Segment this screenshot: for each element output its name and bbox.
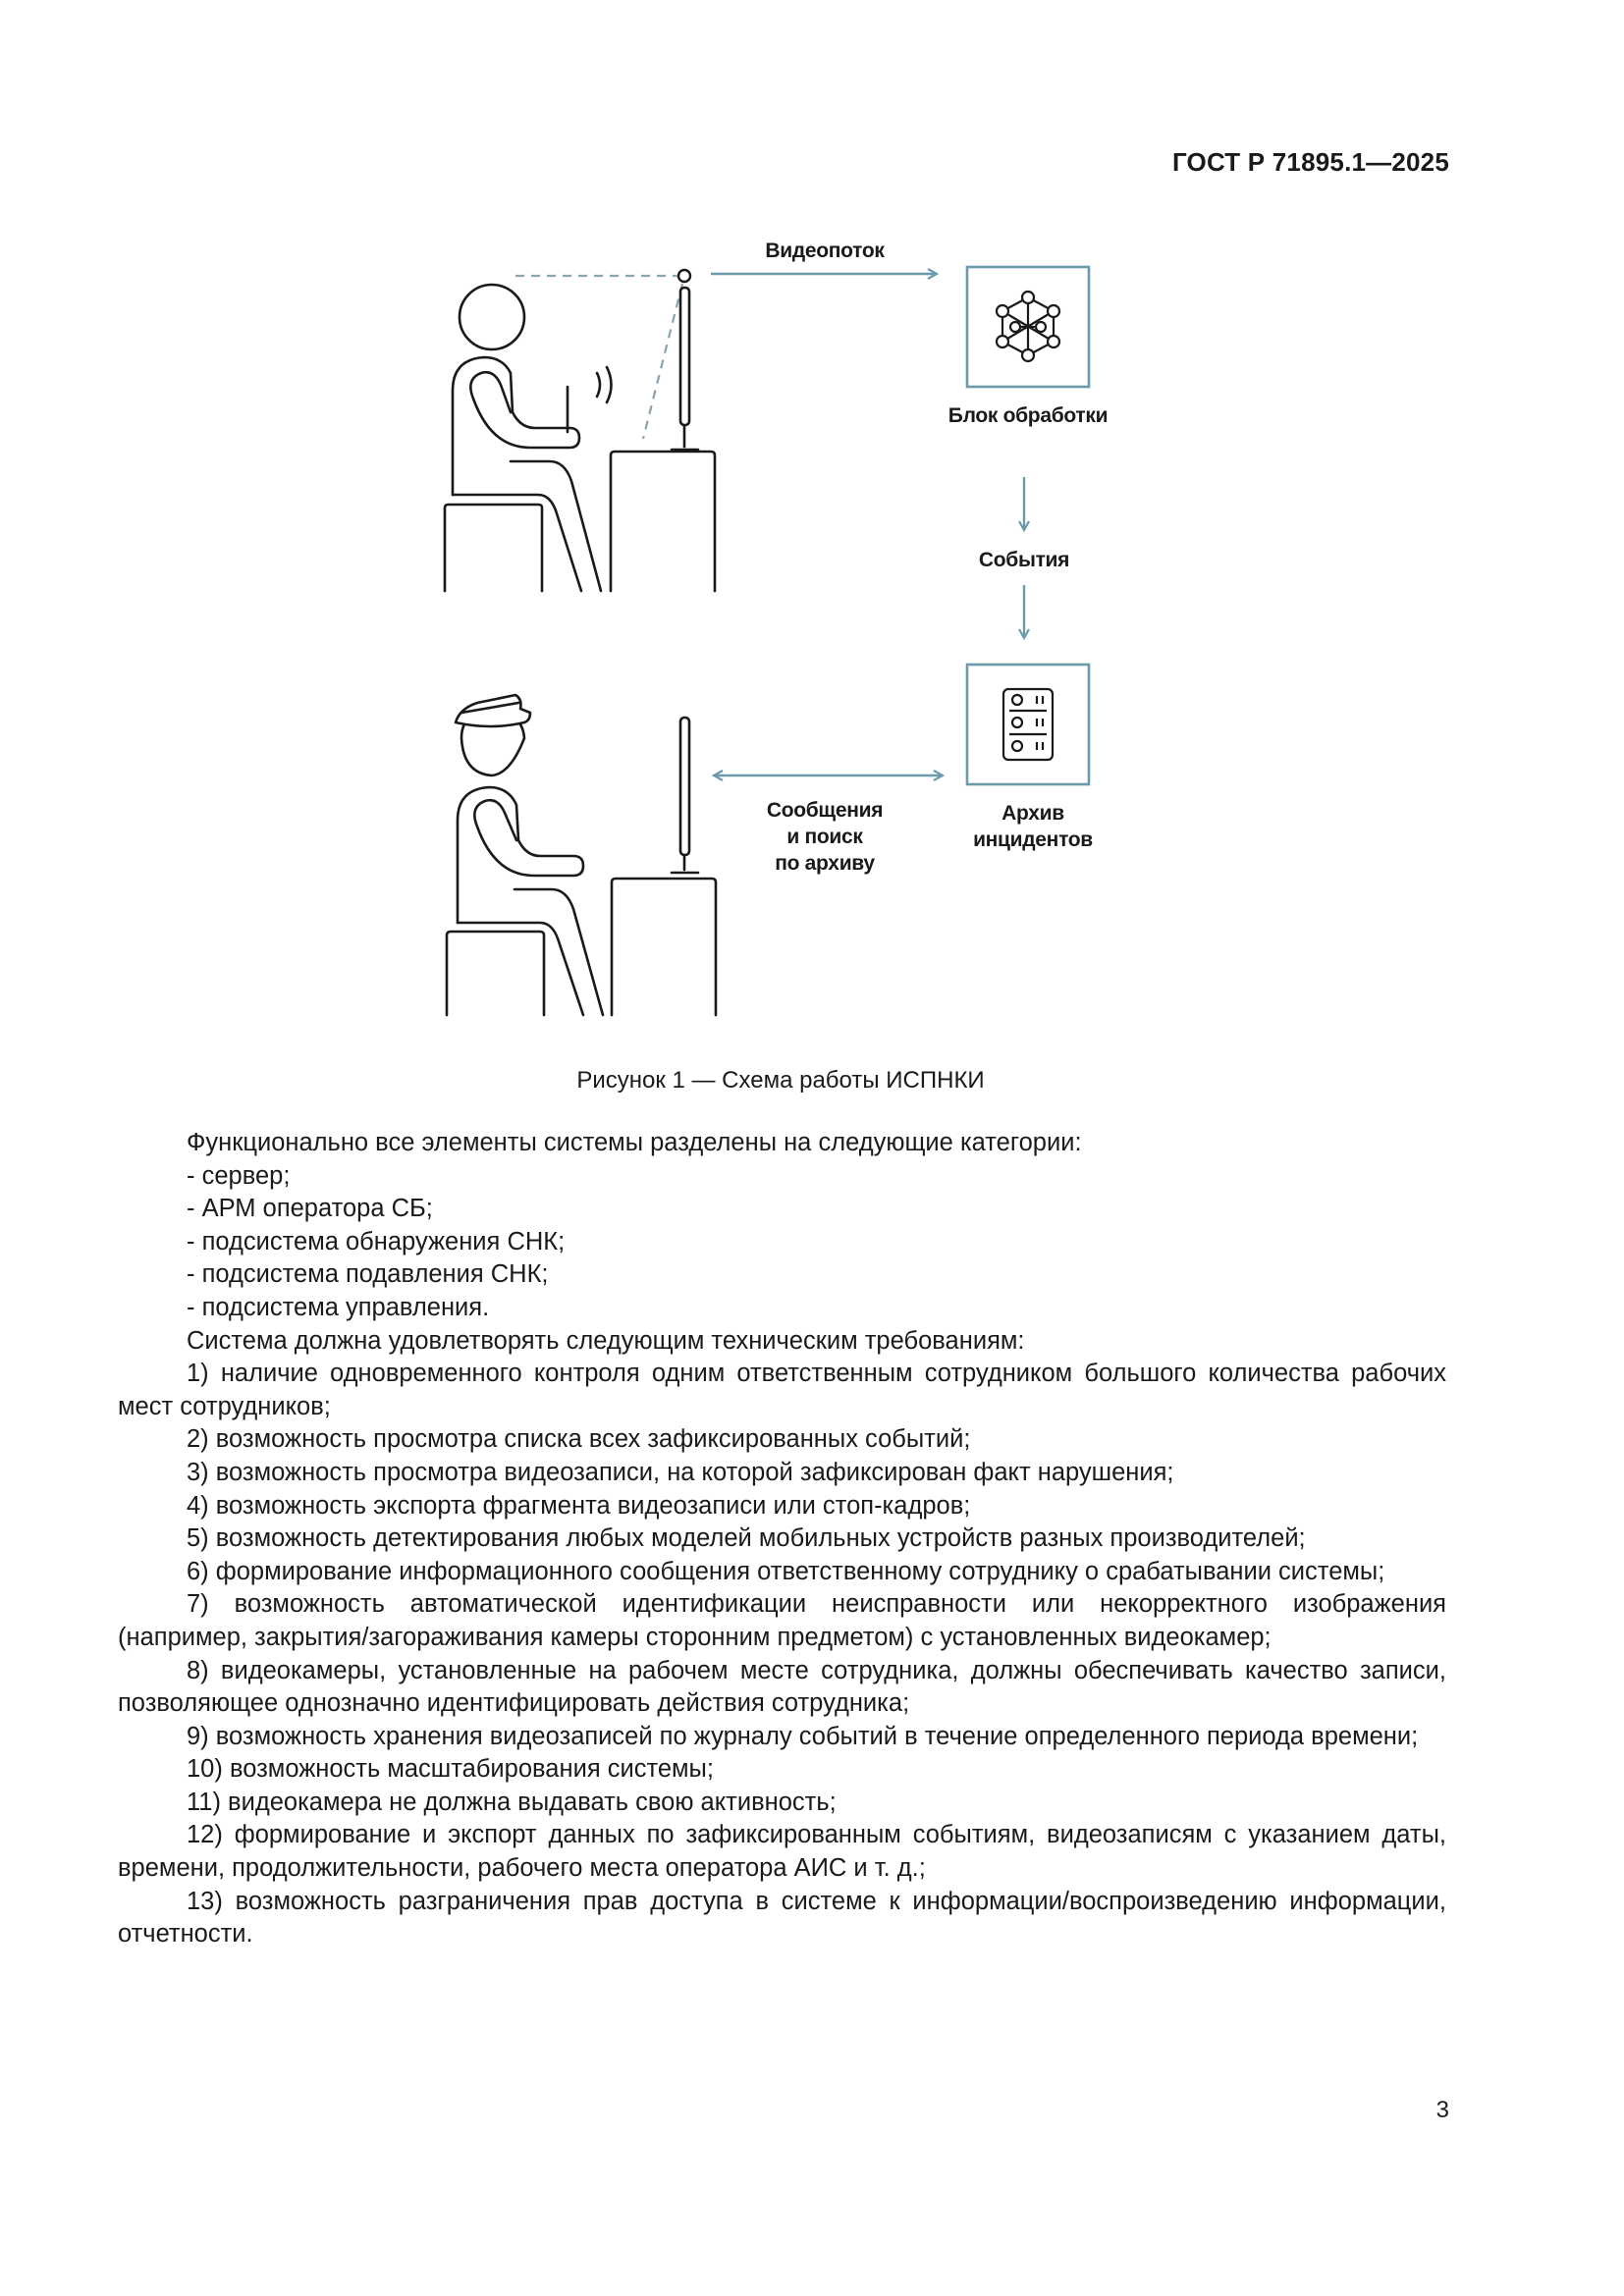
signal-icon xyxy=(597,373,600,397)
messages-label xyxy=(741,797,908,877)
figure-diagram xyxy=(0,0,1624,1041)
category-item: - АРМ оператора СБ; xyxy=(187,1195,433,1223)
monitor-top xyxy=(611,288,715,591)
messages-label-line3: по архиву xyxy=(775,852,875,875)
requirement-item: 5) возможность детектирования любых моделей мобильных устройств разных производителей; xyxy=(187,1524,1306,1553)
employee-figure xyxy=(445,285,612,591)
requirement-item: 7) возможность автоматической идентификации неисправности или некорректного изображения (например, закрытия/загораживания камеры сторонним предметом) с установленных видеокамер; xyxy=(118,1590,1446,1651)
processing-block-label: Блок обработки xyxy=(947,404,1109,427)
neural-network-icon xyxy=(997,292,1059,361)
requirement-item: 11) видеокамера не должна выдавать свою активность; xyxy=(187,1788,837,1816)
category-item: - подсистема управления. xyxy=(187,1293,490,1321)
body-text xyxy=(118,1127,1446,1951)
document-code: ГОСТ Р 71895.1—2025 xyxy=(1171,147,1449,177)
category-item: - подсистема обнаружения СНК; xyxy=(187,1227,566,1255)
desk-bottom xyxy=(612,879,716,1015)
monitor-bottom xyxy=(612,718,716,1015)
requirement-item: 8) видеокамеры, установленные на рабочем месте сотрудника, должны обеспечивать качество записи, позволяющее однозначно идентифицировать действия сотрудника; xyxy=(118,1656,1446,1718)
requirement-item: 13) возможность разграничения прав доступа в системе к информации/воспроизведению информации, отчетности. xyxy=(118,1887,1446,1949)
officer-figure xyxy=(447,695,603,1015)
archive-label xyxy=(943,800,1123,853)
processing-block xyxy=(967,267,1089,387)
employee-chair xyxy=(445,505,542,591)
diagram-svg xyxy=(0,0,1624,1041)
messages-label-line2: и поиск xyxy=(786,826,863,848)
requirement-item: 6) формирование информационного сообщения ответственному сотруднику о срабатывании системы; xyxy=(187,1557,1385,1585)
requirement-item: 10) возможность масштабирования системы; xyxy=(187,1755,714,1784)
category-item: - подсистема подавления СНК; xyxy=(187,1260,549,1289)
video-stream-label: Видеопоток xyxy=(765,240,885,262)
archive-label-line2: инцидентов xyxy=(973,828,1093,851)
camera-icon xyxy=(515,270,690,439)
requirement-item: 1) наличие одновременного контроля одним ответственным сотрудником большого количества рабочих мест сотрудников; xyxy=(118,1360,1446,1420)
server-icon xyxy=(1003,689,1053,760)
archive-label-line1: Архив xyxy=(1001,802,1064,825)
requirement-item: 12) формирование и экспорт данных по зафиксированным событиям, видеозаписям с указанием даты, времени, продолжительности, рабочего места оператора АИС и т. д.; xyxy=(118,1821,1446,1883)
figure-caption: Рисунок 1 — Схема работы ИСПНКИ xyxy=(576,1067,985,1094)
messages-label-line1: Сообщения xyxy=(766,799,884,822)
desk-top xyxy=(611,452,715,591)
page-number: 3 xyxy=(1435,2097,1449,2123)
requirements-intro: Система должна удовлетворять следующим техническим требованиям: xyxy=(187,1326,1025,1355)
requirement-item: 9) возможность хранения видеозаписей по журналу событий в течение определенного периода времени; xyxy=(187,1722,1419,1750)
archive-block xyxy=(967,665,1089,784)
employee-head xyxy=(460,285,524,349)
categories-intro: Функционально все элементы системы разделены на следующие категории: xyxy=(187,1129,1082,1156)
category-item: - сервер; xyxy=(187,1161,291,1190)
requirement-item: 3) возможность просмотра видеозаписи, на которой зафиксирован факт нарушения; xyxy=(187,1458,1174,1486)
requirement-item: 2) возможность просмотра списка всех зафиксированных событий; xyxy=(187,1425,971,1454)
events-label: События xyxy=(978,549,1070,571)
requirement-item: 4) возможность экспорта фрагмента видеозаписи или стоп-кадров; xyxy=(187,1491,971,1520)
